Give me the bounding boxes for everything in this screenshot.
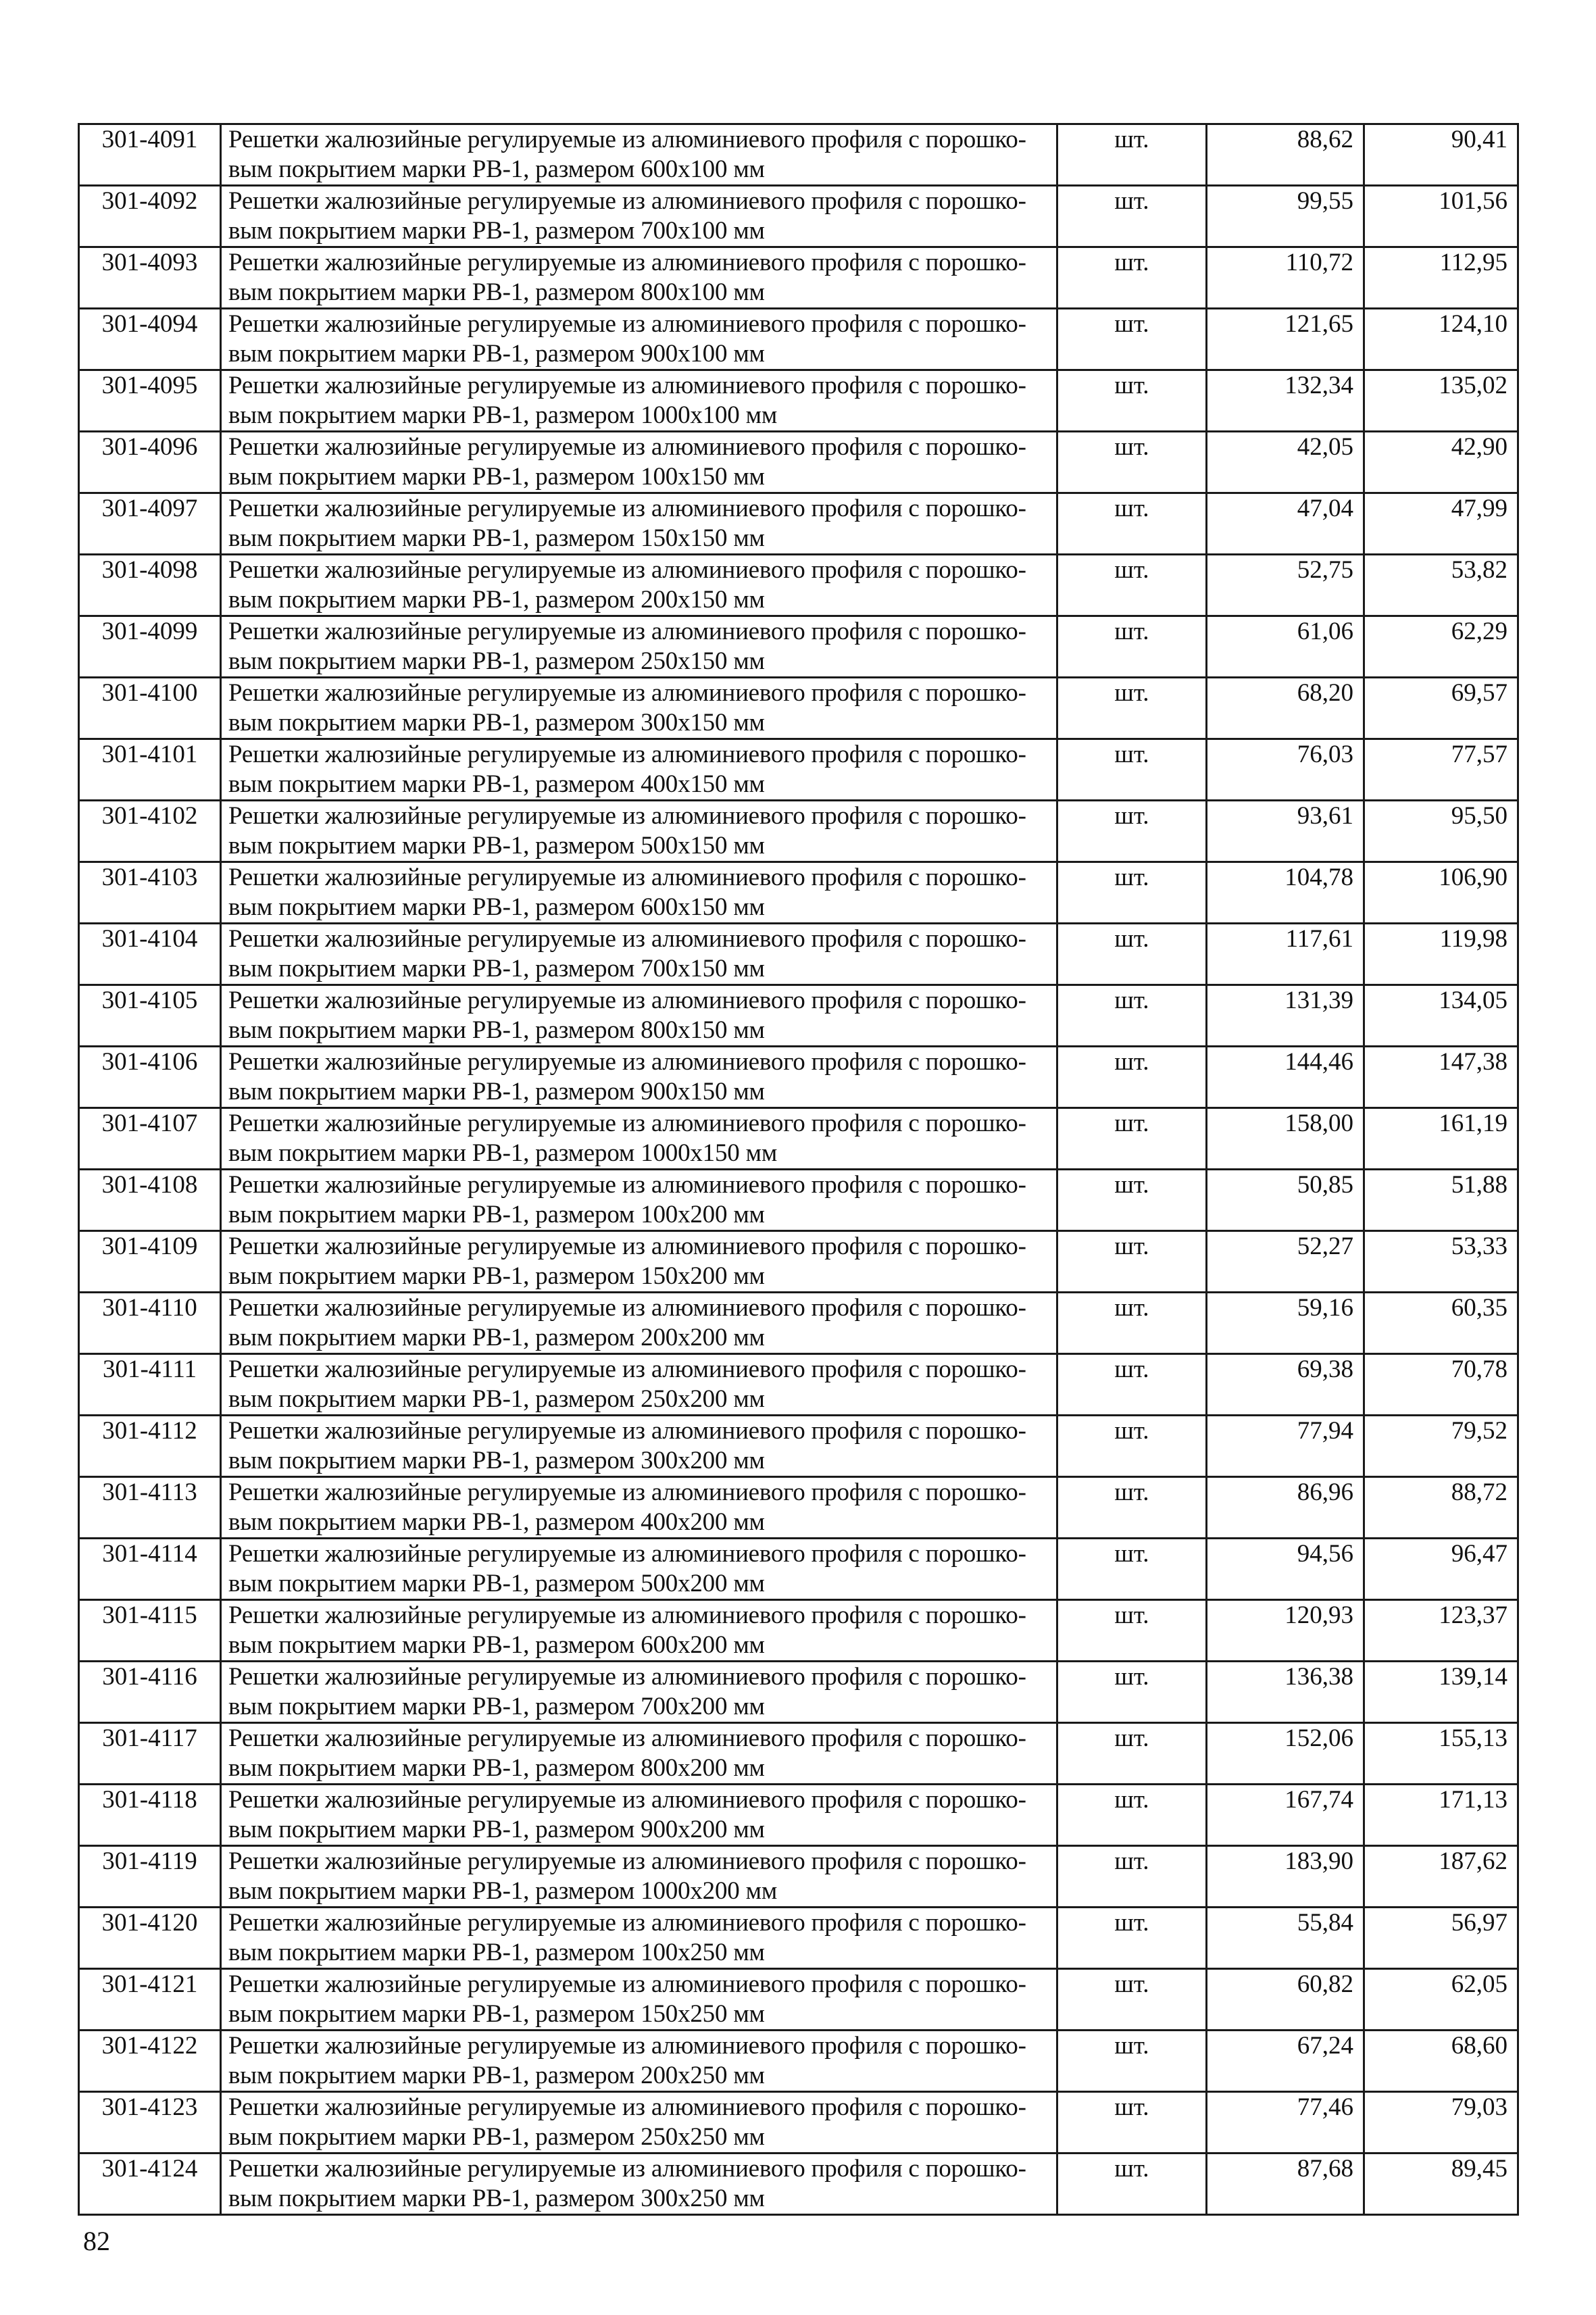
table-row	[79, 985, 1518, 1047]
table-row	[79, 1293, 1518, 1354]
item-description	[221, 616, 1057, 678]
item-description	[221, 924, 1057, 985]
item-unit: шт.	[1057, 1416, 1207, 1477]
description-line: вым покрытием марки РВ-1, размером 600x150 мм	[228, 893, 765, 921]
description-line: Решетки жалюзийные регулируемые из алюминиевого профиля с порошко-	[228, 2093, 1026, 2121]
table-row	[79, 124, 1518, 186]
item-unit: шт.	[1057, 2092, 1207, 2154]
item-code: 301-4099	[79, 616, 221, 678]
item-price-2: 161,19	[1364, 1108, 1518, 1170]
item-price-2: 95,50	[1364, 801, 1518, 862]
item-description	[221, 555, 1057, 616]
item-code: 301-4101	[79, 739, 221, 801]
item-code: 301-4091	[79, 124, 221, 186]
description-line: Решетки жалюзийные регулируемые из алюминиевого профиля с порошко-	[228, 925, 1026, 953]
item-description	[221, 1969, 1057, 2031]
description-line: Решетки жалюзийные регулируемые из алюминиевого профиля с порошко-	[228, 372, 1026, 399]
table-row	[79, 1477, 1518, 1539]
item-code: 301-4124	[79, 2154, 221, 2215]
description-line: вым покрытием марки РВ-1, размером 150x200 мм	[228, 1262, 765, 1290]
item-price-1: 67,24	[1207, 2031, 1364, 2092]
description-line: Решетки жалюзийные регулируемые из алюминиевого профиля с порошко-	[228, 1417, 1026, 1445]
description-line: вым покрытием марки РВ-1, размером 100x200 мм	[228, 1201, 765, 1228]
item-price-2: 56,97	[1364, 1908, 1518, 1969]
item-unit: шт.	[1057, 739, 1207, 801]
item-price-1: 52,27	[1207, 1231, 1364, 1293]
description-line: вым покрытием марки РВ-1, размером 1000x200 мм	[228, 1877, 778, 1905]
item-price-1: 136,38	[1207, 1662, 1364, 1723]
description-line: Решетки жалюзийные регулируемые из алюминиевого профиля с порошко-	[228, 802, 1026, 830]
item-code: 301-4100	[79, 678, 221, 739]
description-line: вым покрытием марки РВ-1, размером 900x150 мм	[228, 1078, 765, 1105]
item-unit: шт.	[1057, 1108, 1207, 1170]
table-row	[79, 1539, 1518, 1600]
item-code: 301-4116	[79, 1662, 221, 1723]
item-price-2: 51,88	[1364, 1170, 1518, 1231]
item-description	[221, 1047, 1057, 1108]
description-line: Решетки жалюзийные регулируемые из алюминиевого профиля с порошко-	[228, 987, 1026, 1014]
description-line: вым покрытием марки РВ-1, размером 800x200 мм	[228, 1754, 765, 1782]
item-unit: шт.	[1057, 1969, 1207, 2031]
item-description	[221, 247, 1057, 309]
table-row	[79, 2092, 1518, 2154]
item-description	[221, 1600, 1057, 1662]
item-price-2: 119,98	[1364, 924, 1518, 985]
table-row	[79, 1354, 1518, 1416]
description-line: Решетки жалюзийные регулируемые из алюминиевого профиля с порошко-	[228, 1355, 1026, 1383]
item-unit: шт.	[1057, 1723, 1207, 1785]
item-price-2: 42,90	[1364, 432, 1518, 493]
description-line: вым покрытием марки РВ-1, размером 700x150 мм	[228, 955, 765, 982]
description-line: Решетки жалюзийные регулируемые из алюминиевого профиля с порошко-	[228, 310, 1026, 338]
item-price-1: 69,38	[1207, 1354, 1364, 1416]
item-unit: шт.	[1057, 124, 1207, 186]
description-line: вым покрытием марки РВ-1, размером 800x150 мм	[228, 1016, 765, 1044]
table-row	[79, 678, 1518, 739]
item-code: 301-4117	[79, 1723, 221, 1785]
item-price-1: 59,16	[1207, 1293, 1364, 1354]
description-line: вым покрытием марки РВ-1, размером 300x150 мм	[228, 709, 765, 737]
item-code: 301-4095	[79, 370, 221, 432]
description-line: вым покрытием марки РВ-1, размером 150x250 мм	[228, 2000, 765, 2028]
item-price-2: 70,78	[1364, 1354, 1518, 1416]
table-row	[79, 801, 1518, 862]
description-line: вым покрытием марки РВ-1, размером 400x150 мм	[228, 770, 765, 798]
description-line: вым покрытием марки РВ-1, размером 100x150 мм	[228, 463, 765, 491]
item-description	[221, 370, 1057, 432]
description-line: вым покрытием марки РВ-1, размером 900x100 мм	[228, 340, 765, 368]
item-unit: шт.	[1057, 309, 1207, 370]
item-code: 301-4102	[79, 801, 221, 862]
item-price-2: 106,90	[1364, 862, 1518, 924]
description-line: вым покрытием марки РВ-1, размером 900x200 мм	[228, 1816, 765, 1843]
table-row	[79, 370, 1518, 432]
item-price-1: 50,85	[1207, 1170, 1364, 1231]
description-line: Решетки жалюзийные регулируемые из алюминиевого профиля с порошко-	[228, 1847, 1026, 1875]
item-unit: шт.	[1057, 432, 1207, 493]
description-line: вым покрытием марки РВ-1, размером 150x150 мм	[228, 524, 765, 552]
description-line: вым покрытием марки РВ-1, размером 500x200 мм	[228, 1570, 765, 1597]
item-price-1: 42,05	[1207, 432, 1364, 493]
item-price-1: 86,96	[1207, 1477, 1364, 1539]
item-price-1: 99,55	[1207, 186, 1364, 247]
description-line: вым покрытием марки РВ-1, размером 1000x100 мм	[228, 401, 778, 429]
item-price-1: 60,82	[1207, 1969, 1364, 2031]
item-price-1: 55,84	[1207, 1908, 1364, 1969]
item-description	[221, 1477, 1057, 1539]
item-code: 301-4096	[79, 432, 221, 493]
item-unit: шт.	[1057, 1293, 1207, 1354]
item-code: 301-4092	[79, 186, 221, 247]
description-line: Решетки жалюзийные регулируемые из алюминиевого профиля с порошко-	[228, 187, 1026, 215]
table-row	[79, 1785, 1518, 1846]
table-row	[79, 924, 1518, 985]
item-description	[221, 186, 1057, 247]
item-unit: шт.	[1057, 555, 1207, 616]
description-line: Решетки жалюзийные регулируемые из алюминиевого профиля с порошко-	[228, 1478, 1026, 1506]
description-line: вым покрытием марки РВ-1, размером 1000x150 мм	[228, 1139, 778, 1167]
description-line: Решетки жалюзийные регулируемые из алюминиевого профиля с порошко-	[228, 495, 1026, 522]
description-line: Решетки жалюзийные регулируемые из алюминиевого профиля с порошко-	[228, 1786, 1026, 1814]
item-code: 301-4107	[79, 1108, 221, 1170]
item-price-2: 147,38	[1364, 1047, 1518, 1108]
item-price-2: 96,47	[1364, 1539, 1518, 1600]
item-price-1: 132,34	[1207, 370, 1364, 432]
item-code: 301-4112	[79, 1416, 221, 1477]
item-price-2: 155,13	[1364, 1723, 1518, 1785]
item-price-1: 110,72	[1207, 247, 1364, 309]
description-line: вым покрытием марки РВ-1, размером 800x100 мм	[228, 278, 765, 306]
item-description	[221, 1846, 1057, 1908]
item-description	[221, 124, 1057, 186]
item-price-2: 139,14	[1364, 1662, 1518, 1723]
description-line: Решетки жалюзийные регулируемые из алюминиевого профиля с порошко-	[228, 1970, 1026, 1998]
item-description	[221, 2031, 1057, 2092]
description-line: Решетки жалюзийные регулируемые из алюминиевого профиля с порошко-	[228, 1110, 1026, 1137]
item-description	[221, 432, 1057, 493]
item-description	[221, 1108, 1057, 1170]
description-line: Решетки жалюзийные регулируемые из алюминиевого профиля с порошко-	[228, 741, 1026, 768]
table-row	[79, 1231, 1518, 1293]
item-description	[221, 1662, 1057, 1723]
item-unit: шт.	[1057, 370, 1207, 432]
item-unit: шт.	[1057, 1785, 1207, 1846]
item-price-2: 89,45	[1364, 2154, 1518, 2215]
table-row	[79, 739, 1518, 801]
page-number: 82	[83, 2226, 110, 2256]
item-description	[221, 801, 1057, 862]
item-price-1: 167,74	[1207, 1785, 1364, 1846]
item-code: 301-4106	[79, 1047, 221, 1108]
description-line: вым покрытием марки РВ-1, размером 500x150 мм	[228, 832, 765, 860]
item-code: 301-4093	[79, 247, 221, 309]
item-price-1: 87,68	[1207, 2154, 1364, 2215]
table-row	[79, 862, 1518, 924]
item-price-1: 47,04	[1207, 493, 1364, 555]
table-row	[79, 1600, 1518, 1662]
item-code: 301-4110	[79, 1293, 221, 1354]
item-price-2: 124,10	[1364, 309, 1518, 370]
table-row	[79, 432, 1518, 493]
description-line: вым покрытием марки РВ-1, размером 600x200 мм	[228, 1631, 765, 1659]
description-line: Решетки жалюзийные регулируемые из алюминиевого профиля с порошко-	[228, 2155, 1026, 2183]
description-line: Решетки жалюзийные регулируемые из алюминиевого профиля с порошко-	[228, 556, 1026, 584]
table-row	[79, 1723, 1518, 1785]
item-price-1: 183,90	[1207, 1846, 1364, 1908]
description-line: Решетки жалюзийные регулируемые из алюминиевого профиля с порошко-	[228, 618, 1026, 645]
item-price-1: 52,75	[1207, 555, 1364, 616]
item-price-1: 88,62	[1207, 124, 1364, 186]
item-unit: шт.	[1057, 1047, 1207, 1108]
item-code: 301-4111	[79, 1354, 221, 1416]
table-row	[79, 1846, 1518, 1908]
item-code: 301-4115	[79, 1600, 221, 1662]
item-description	[221, 678, 1057, 739]
item-price-2: 47,99	[1364, 493, 1518, 555]
item-description	[221, 739, 1057, 801]
item-description	[221, 309, 1057, 370]
item-unit: шт.	[1057, 1354, 1207, 1416]
table-row	[79, 2031, 1518, 2092]
item-price-2: 112,95	[1364, 247, 1518, 309]
item-price-2: 69,57	[1364, 678, 1518, 739]
item-description	[221, 493, 1057, 555]
description-line: вым покрытием марки РВ-1, размером 200x150 мм	[228, 586, 765, 614]
item-price-1: 61,06	[1207, 616, 1364, 678]
item-price-2: 90,41	[1364, 124, 1518, 186]
item-price-1: 93,61	[1207, 801, 1364, 862]
description-line: Решетки жалюзийные регулируемые из алюминиевого профиля с порошко-	[228, 1294, 1026, 1322]
description-line: Решетки жалюзийные регулируемые из алюминиевого профиля с порошко-	[228, 1233, 1026, 1260]
table-row	[79, 1170, 1518, 1231]
item-price-1: 77,46	[1207, 2092, 1364, 2154]
table-row	[79, 1908, 1518, 1969]
description-line: вым покрытием марки РВ-1, размером 700x100 мм	[228, 217, 765, 245]
description-line: вым покрытием марки РВ-1, размером 700x200 мм	[228, 1693, 765, 1720]
item-price-1: 144,46	[1207, 1047, 1364, 1108]
item-code: 301-4103	[79, 862, 221, 924]
item-unit: шт.	[1057, 616, 1207, 678]
item-code: 301-4123	[79, 2092, 221, 2154]
description-line: вым покрытием марки РВ-1, размером 250x200 мм	[228, 1385, 765, 1413]
price-table	[78, 123, 1519, 2216]
item-price-1: 77,94	[1207, 1416, 1364, 1477]
item-description	[221, 1416, 1057, 1477]
item-unit: шт.	[1057, 1477, 1207, 1539]
item-price-1: 104,78	[1207, 862, 1364, 924]
item-code: 301-4104	[79, 924, 221, 985]
item-description	[221, 1170, 1057, 1231]
table-row	[79, 1416, 1518, 1477]
item-price-1: 120,93	[1207, 1600, 1364, 1662]
item-price-2: 62,29	[1364, 616, 1518, 678]
item-code: 301-4119	[79, 1846, 221, 1908]
item-description	[221, 1723, 1057, 1785]
item-unit: шт.	[1057, 493, 1207, 555]
description-line: Решетки жалюзийные регулируемые из алюминиевого профиля с порошко-	[228, 126, 1026, 153]
item-price-1: 152,06	[1207, 1723, 1364, 1785]
item-price-2: 79,52	[1364, 1416, 1518, 1477]
item-code: 301-4120	[79, 1908, 221, 1969]
item-description	[221, 1785, 1057, 1846]
item-price-2: 53,33	[1364, 1231, 1518, 1293]
description-line: вым покрытием марки РВ-1, размером 300x200 мм	[228, 1447, 765, 1474]
item-price-2: 123,37	[1364, 1600, 1518, 1662]
item-description	[221, 1293, 1057, 1354]
item-price-2: 88,72	[1364, 1477, 1518, 1539]
item-description	[221, 2154, 1057, 2215]
table-row	[79, 186, 1518, 247]
item-description	[221, 985, 1057, 1047]
item-code: 301-4108	[79, 1170, 221, 1231]
item-unit: шт.	[1057, 801, 1207, 862]
description-line: Решетки жалюзийные регулируемые из алюминиевого профиля с порошко-	[228, 1663, 1026, 1691]
table-row	[79, 555, 1518, 616]
table-row	[79, 1662, 1518, 1723]
item-description	[221, 1908, 1057, 1969]
item-code: 301-4121	[79, 1969, 221, 2031]
description-line: Решетки жалюзийные регулируемые из алюминиевого профиля с порошко-	[228, 1048, 1026, 1076]
item-code: 301-4105	[79, 985, 221, 1047]
table-row	[79, 2154, 1518, 2215]
item-unit: шт.	[1057, 1170, 1207, 1231]
item-description	[221, 1539, 1057, 1600]
description-line: вым покрытием марки РВ-1, размером 100x250 мм	[228, 1939, 765, 1966]
item-unit: шт.	[1057, 924, 1207, 985]
item-unit: шт.	[1057, 985, 1207, 1047]
item-code: 301-4118	[79, 1785, 221, 1846]
item-price-1: 117,61	[1207, 924, 1364, 985]
description-line: вым покрытием марки РВ-1, размером 400x200 мм	[228, 1508, 765, 1536]
item-unit: шт.	[1057, 862, 1207, 924]
table-row	[79, 493, 1518, 555]
description-line: Решетки жалюзийные регулируемые из алюминиевого профиля с порошко-	[228, 433, 1026, 461]
item-code: 301-4094	[79, 309, 221, 370]
item-price-1: 131,39	[1207, 985, 1364, 1047]
item-price-2: 101,56	[1364, 186, 1518, 247]
table-body	[79, 124, 1518, 2215]
item-price-1: 94,56	[1207, 1539, 1364, 1600]
item-unit: шт.	[1057, 2154, 1207, 2215]
description-line: вым покрытием марки РВ-1, размером 600x100 мм	[228, 155, 765, 183]
item-unit: шт.	[1057, 1662, 1207, 1723]
description-line: Решетки жалюзийные регулируемые из алюминиевого профиля с порошко-	[228, 864, 1026, 891]
item-price-2: 135,02	[1364, 370, 1518, 432]
item-unit: шт.	[1057, 678, 1207, 739]
item-price-2: 68,60	[1364, 2031, 1518, 2092]
item-description	[221, 1354, 1057, 1416]
item-price-2: 60,35	[1364, 1293, 1518, 1354]
description-line: вым покрытием марки РВ-1, размером 200x250 мм	[228, 2062, 765, 2089]
item-price-2: 77,57	[1364, 739, 1518, 801]
item-price-1: 68,20	[1207, 678, 1364, 739]
item-description	[221, 862, 1057, 924]
item-unit: шт.	[1057, 1231, 1207, 1293]
item-price-1: 158,00	[1207, 1108, 1364, 1170]
table-row	[79, 616, 1518, 678]
description-line: Решетки жалюзийные регулируемые из алюминиевого профиля с порошко-	[228, 249, 1026, 276]
item-unit: шт.	[1057, 1846, 1207, 1908]
description-line: Решетки жалюзийные регулируемые из алюминиевого профиля с порошко-	[228, 1540, 1026, 1568]
item-price-2: 171,13	[1364, 1785, 1518, 1846]
item-code: 301-4114	[79, 1539, 221, 1600]
item-code: 301-4097	[79, 493, 221, 555]
item-unit: шт.	[1057, 2031, 1207, 2092]
description-line: Решетки жалюзийные регулируемые из алюминиевого профиля с порошко-	[228, 679, 1026, 707]
description-line: Решетки жалюзийные регулируемые из алюминиевого профиля с порошко-	[228, 1171, 1026, 1199]
item-code: 301-4098	[79, 555, 221, 616]
item-description	[221, 1231, 1057, 1293]
item-description	[221, 2092, 1057, 2154]
description-line: вым покрытием марки РВ-1, размером 250x250 мм	[228, 2123, 765, 2151]
item-code: 301-4122	[79, 2031, 221, 2092]
description-line: Решетки жалюзийные регулируемые из алюминиевого профиля с порошко-	[228, 2032, 1026, 2060]
item-unit: шт.	[1057, 1600, 1207, 1662]
table-row	[79, 247, 1518, 309]
table-row	[79, 1969, 1518, 2031]
description-line: вым покрытием марки РВ-1, размером 200x200 мм	[228, 1324, 765, 1351]
description-line: вым покрытием марки РВ-1, размером 300x250 мм	[228, 2185, 765, 2212]
item-code: 301-4109	[79, 1231, 221, 1293]
table-row	[79, 309, 1518, 370]
description-line: вым покрытием марки РВ-1, размером 250x150 мм	[228, 647, 765, 675]
item-price-2: 62,05	[1364, 1969, 1518, 2031]
item-price-2: 187,62	[1364, 1846, 1518, 1908]
item-unit: шт.	[1057, 186, 1207, 247]
description-line: Решетки жалюзийные регулируемые из алюминиевого профиля с порошко-	[228, 1601, 1026, 1629]
item-price-1: 121,65	[1207, 309, 1364, 370]
item-unit: шт.	[1057, 1908, 1207, 1969]
item-price-2: 134,05	[1364, 985, 1518, 1047]
item-unit: шт.	[1057, 1539, 1207, 1600]
item-price-2: 53,82	[1364, 555, 1518, 616]
item-unit: шт.	[1057, 247, 1207, 309]
item-price-2: 79,03	[1364, 2092, 1518, 2154]
table-row	[79, 1047, 1518, 1108]
description-line: Решетки жалюзийные регулируемые из алюминиевого профиля с порошко-	[228, 1909, 1026, 1937]
description-line: Решетки жалюзийные регулируемые из алюминиевого профиля с порошко-	[228, 1724, 1026, 1752]
item-code: 301-4113	[79, 1477, 221, 1539]
item-price-1: 76,03	[1207, 739, 1364, 801]
table-row	[79, 1108, 1518, 1170]
